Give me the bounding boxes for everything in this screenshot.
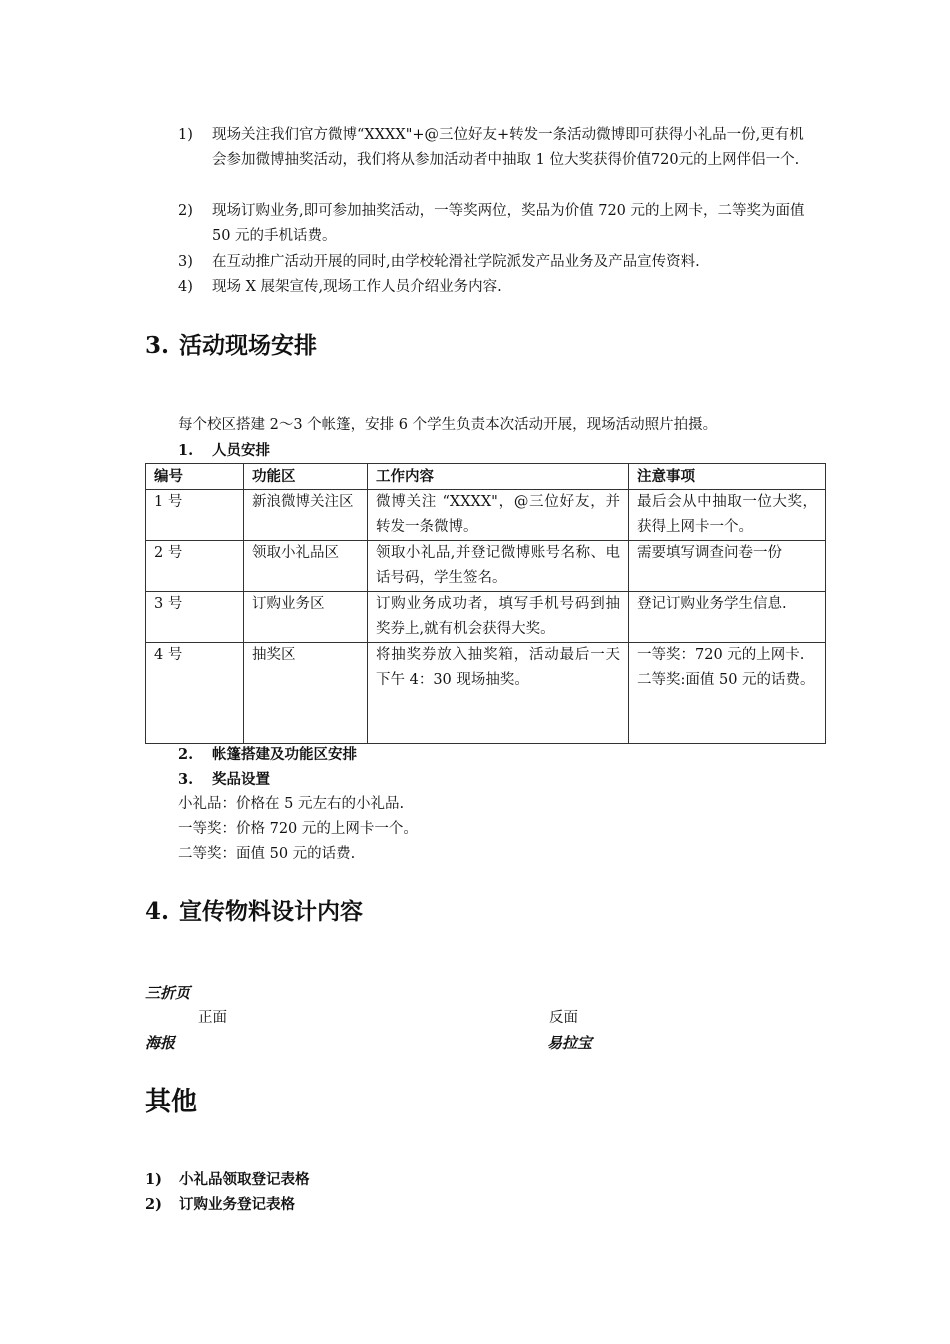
front-label: 正面 — [198, 1010, 227, 1026]
table-cell: 订购业务成功者，填写手机号码到抽奖券上,就有机会获得大奖。 — [368, 592, 629, 643]
section-title: 活动现场安排 — [179, 332, 318, 359]
table-cell: 登记订购业务学生信息. — [629, 592, 826, 643]
table-cell: 4 号 — [146, 643, 244, 744]
list-text: 小礼品领取登记表格 — [179, 1171, 310, 1188]
table-row — [146, 490, 826, 541]
prize-line: 小礼品：价格在 5 元左右的小礼品. — [178, 796, 405, 812]
section-heading — [145, 897, 363, 927]
easel-label: 易拉宝 — [547, 1034, 593, 1052]
section-number: 4. — [145, 898, 170, 925]
subheading-number: 2. — [178, 746, 194, 763]
table-cell: 1 号 — [146, 490, 244, 541]
poster-label: 海报 — [145, 1034, 176, 1052]
trifold-label: 三折页 — [145, 984, 191, 1002]
table-cell: 一等奖：720 元的上网卡. 二等奖:面值 50 元的话费。 — [629, 643, 826, 744]
table-cell: 2 号 — [146, 541, 244, 592]
subheading — [178, 438, 270, 463]
list-text: 订购业务登记表格 — [179, 1196, 295, 1213]
list-text: 现场订购业务,即可参加抽奖活动，一等奖两位，奖品为价值 720 元的上网卡，二等奖为面值 50 元的手机话费。 — [212, 203, 805, 244]
list-number: 2) — [178, 203, 193, 219]
list-text: 在互动推广活动开展的同时,由学校轮滑社学院派发产品业务及产品宣传资料. — [212, 254, 700, 270]
table-cell: 领取小礼品区 — [244, 541, 368, 592]
subheading-number: 1. — [178, 442, 194, 459]
list-number: 1) — [178, 127, 193, 143]
list-item — [145, 1167, 310, 1192]
table-cell: 领取小礼品,并登记微博账号名称、电话号码，学生签名。 — [368, 541, 629, 592]
table-cell: 将抽奖券放入抽奖箱，活动最后一天下午 4：30 现场抽奖。 — [368, 643, 629, 744]
list-number: 1) — [145, 1171, 162, 1188]
table-cell: 微博关注 “XXXX"，@三位好友，并转发一条微博。 — [368, 490, 629, 541]
table-cell: 需要填写调查问卷一份 — [629, 541, 826, 592]
subheading-title: 帐篷搭建及功能区安排 — [212, 746, 357, 763]
staff-table — [145, 463, 826, 744]
section-intro: 每个校区搭建 2～3 个帐篷，安排 6 个学生负责本次活动开展，现场活动照片拍摄。 — [178, 417, 718, 433]
header-cell: 工作内容 — [368, 464, 629, 490]
list-number: 3) — [178, 254, 193, 270]
back-label: 反面 — [549, 1010, 578, 1026]
table-row — [146, 541, 826, 592]
table-cell: 3 号 — [146, 592, 244, 643]
table-header-row — [146, 464, 826, 490]
table-cell: 新浪微博关注区 — [244, 490, 368, 541]
table-cell: 最后会从中抽取一位大奖，获得上网卡一个。 — [629, 490, 826, 541]
subheading-title: 人员安排 — [212, 442, 270, 459]
subheading-title: 奖品设置 — [212, 771, 270, 788]
list-text: 现场 X 展架宣传,现场工作人员介绍业务内容. — [212, 279, 502, 295]
prize-line: 二等奖：面值 50 元的话费. — [178, 846, 356, 862]
list-item — [145, 1192, 295, 1217]
list-text: 现场关注我们官方微博“XXXX"+@三位好友+转发一条活动微博即可获得小礼品一份,更有机会参加微博抽奖活动，我们将从参加活动者中抽取 1 位大奖获得价值720元的上网伴侣一个. — [212, 127, 804, 168]
others-heading: 其他 — [145, 1087, 198, 1117]
section-title: 宣传物料设计内容 — [179, 898, 364, 925]
section-heading — [145, 331, 317, 361]
table-cell: 抽奖区 — [244, 643, 368, 744]
table-row — [146, 643, 826, 744]
prize-line: 一等奖：价格 720 元的上网卡一个。 — [178, 821, 418, 837]
header-cell: 功能区 — [244, 464, 368, 490]
subheading-number: 3. — [178, 771, 194, 788]
header-cell: 注意事项 — [629, 464, 826, 490]
header-cell: 编号 — [146, 464, 244, 490]
subheading — [178, 767, 270, 792]
table-row — [146, 592, 826, 643]
subheading — [178, 742, 357, 767]
list-number: 2) — [145, 1196, 162, 1213]
section-number: 3. — [145, 332, 170, 359]
table-cell: 订购业务区 — [244, 592, 368, 643]
list-number: 4) — [178, 279, 193, 295]
